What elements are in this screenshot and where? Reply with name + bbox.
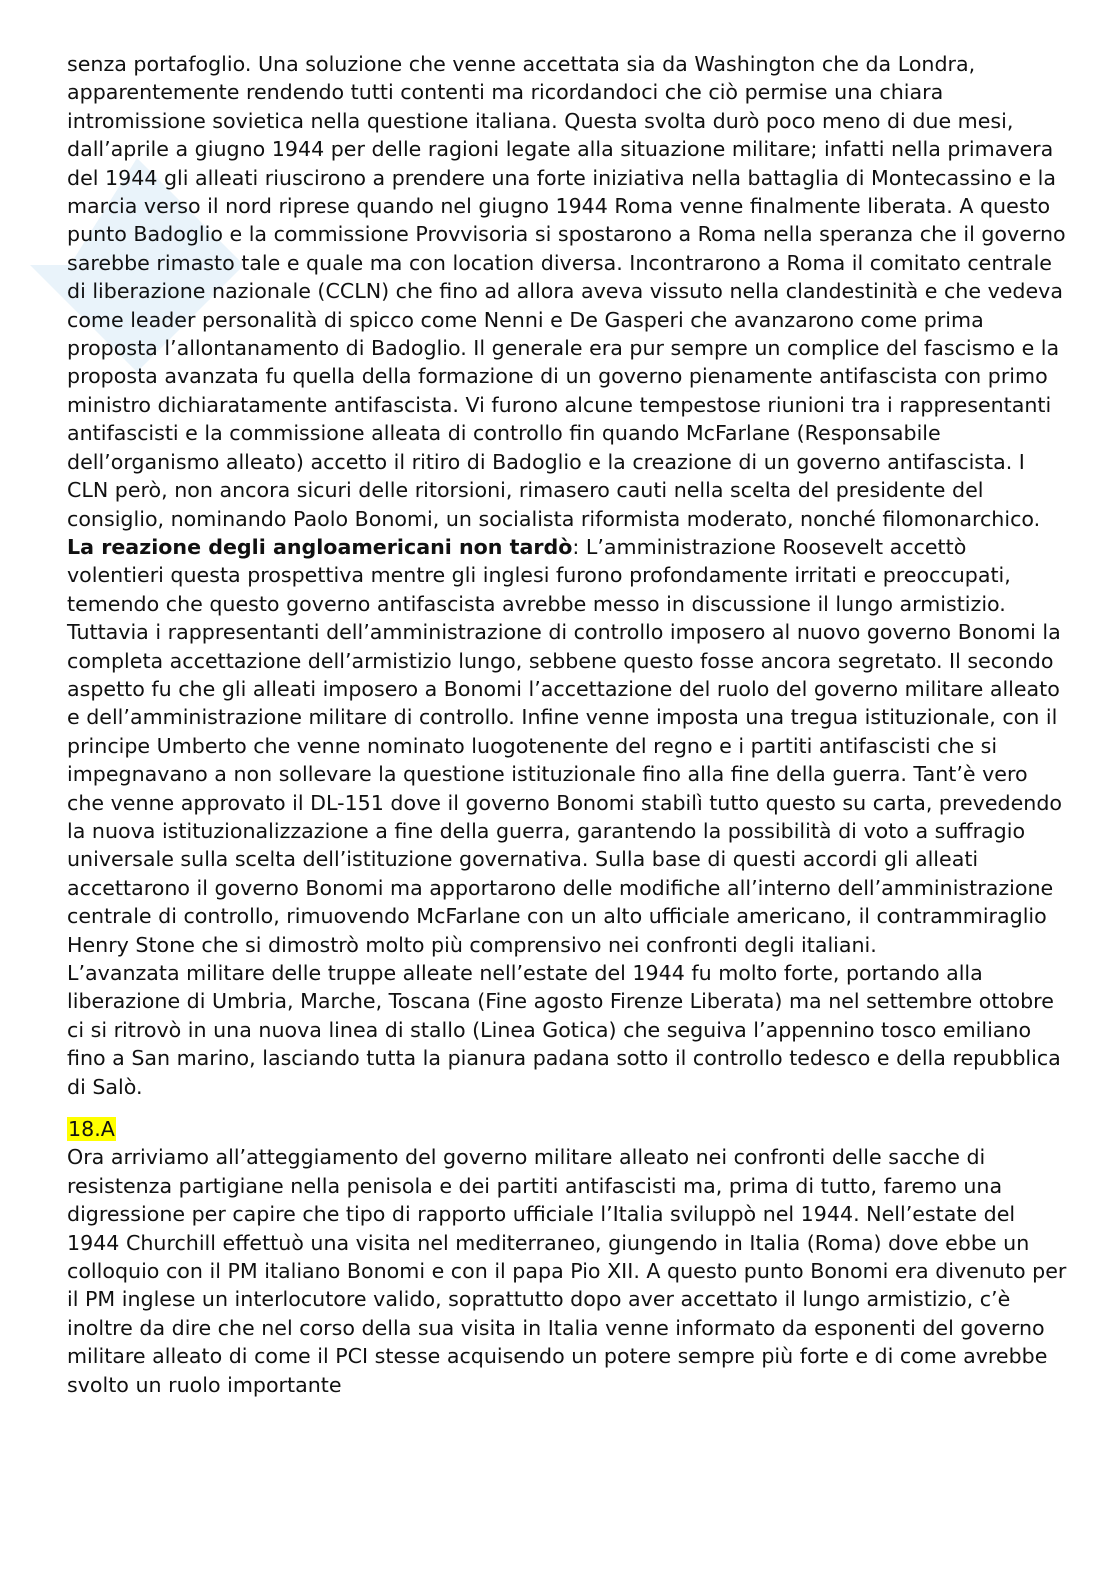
document-page xyxy=(67,50,1067,1399)
paragraph-2: L’avanzata militare delle truppe alleate nell’estate del 1944 fu molto forte, portando alla liberazione di Umbria, Marche, Toscana (Fine agosto Firenze Liberata) ma nel settembre ottobre ci si ritrovò in una nuova linea di stallo (Linea Gotica) che seguiva l’appennino tosco emiliano fino a San marino, lasciando tutta la pianura padana sotto il controllo tedesco e della repubblica di Salò. xyxy=(67,961,1061,1099)
paragraph-3: Ora arriviamo all’atteggiamento del governo militare alleato nei confronti delle sacche di resistenza partigiane nella penisola e dei partiti antifascisti ma, prima di tutto, faremo una digressione per capire che tipo di rapporto ufficiale l’Italia sviluppò nel 1944. Nell’estate del 1944 Churchill effettuò una visita nel mediterraneo, giungendo in Italia (Roma) dove ebbe un colloquio con il PM italiano Bonomi e con il papa Pio XII. A questo punto Bonomi era divenuto per il PM inglese un interlocutore valido, soprattutto dopo aver accettato il lungo armistizio, c’è inoltre da dire che nel corso della sua visita in Italia venne informato da esponenti del governo militare alleato di come il PCI stesse acquisendo un potere sempre più forte e di come avrebbe svolto un ruolo importante xyxy=(67,1145,1067,1397)
bold-phrase: La reazione degli angloamericani non tardò xyxy=(67,534,573,559)
paragraph-1-text-end: : L’amministrazione Roosevelt accettò volentieri questa prospettiva mentre gli inglesi furono profondamente irritati e preoccupati, temendo che questo governo antifascista avrebbe messo in discussione il lungo armistizio. Tuttavia i rappresentanti dell’amministrazione di controllo imposero al nuovo governo Bonomi la completa accettazione dell’armistizio lungo, sebbene questo fosse ancora segretato. Il secondo aspetto fu che gli alleati imposero a Bonomi l’accettazione del ruolo del governo militare alleato e dell’amministrazione militare di controllo. Infine venne imposta una tregua istituzionale, con il principe Umberto che venne nominato luogotenente del regno e i partiti antifascisti che si impegnavano a non sollevare la questione istituzionale fino alla fine della guerra. Tant’è vero che venne approvato il DL-151 dove il governo Bonomi stabilì tutto questo su carta, prevedendo la nuova istituzionalizzazione a fine della guerra, garantendo la possibilità di voto a suffragio universale sulla scelta dell’istituzione governativa. Sulla base di questi accordi gli alleati accettarono il governo Bonomi ma apportarono delle modifiche all’interno dell’amministrazione centrale di controllo, rimuovendo McFarlane con un alto ufficiale americano, il contrammiraglio Henry Stone che si dimostrò molto più comprensivo nei confronti degli italiani. xyxy=(67,534,1062,957)
paragraph-1-text-start: senza portafoglio. Una soluzione che venne accettata sia da Washington che da Londra, apparentemente rendendo tutti contenti ma ricordandoci che ciò permise una chiara intromissione sovietica nella questione italiana. Questa svolta durò poco meno di due mesi, dall’aprile a giugno 1944 per delle ragioni legate alla situazione militare; infatti nella primavera del 1944 gli alleati riuscirono a prendere una forte iniziativa nella battaglia di Montecassino e la marcia verso il nord riprese quando nel giugno 1944 Roma venne finalmente liberata. A questo punto Badoglio e la commissione Provvisoria si spostarono a Roma nella speranza che il governo sarebbe rimasto tale e quale ma con location diversa. Incontrarono a Roma il comitato centrale di liberazione nazionale (CCLN) che fino ad allora aveva vissuto nella clandestinità e che vedeva come leader personalità di spicco come Nenni e De Gasperi che avanzarono come prima proposta l’allontanamento di Badoglio. Il generale era pur sempre un complice del fascismo e la proposta avanzata fu quella della formazione di un governo pienamente antifascista con primo ministro dichiaratamente antifascista. Vi furono alcune tempestose riunioni tra i rappresentanti antifascisti e la commissione alleata di controllo fin quando McFarlane (Responsabile dell’organismo alleato) accetto il ritiro di Badoglio e la creazione di un governo antifascista. I CLN però, non ancora sicuri delle ritorsioni, rimasero cauti nella scelta del presidente del consiglio, nominando Paolo Bonomi, un socialista riformista moderato, nonché filomonarchico. xyxy=(67,52,1066,531)
section-heading: 18.A xyxy=(68,1117,115,1142)
paragraph-1 xyxy=(67,50,1067,959)
section-heading-row xyxy=(67,1115,1067,1143)
